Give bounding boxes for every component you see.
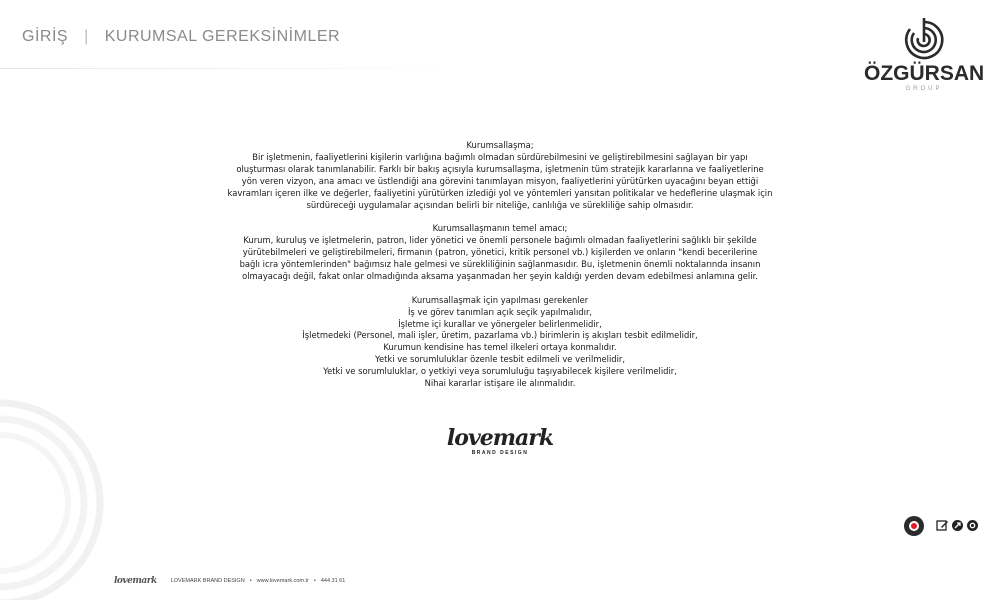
page-header [22,28,340,46]
lovemark-logo-subtitle: BRAND DESIGN [471,450,529,456]
edit-tool-icon[interactable] [936,519,949,532]
text-line: Kurumun kendisine has temel ilkeleri ortaya konmalıdır. [383,342,617,353]
link-tool-icon[interactable] [951,519,964,532]
text-line: Bir işletmenin, faaliyetlerini kişilerin varlığına bağımlı olmadan sürdürebilmesini ve geliştirebilmesini sağlayan bir yapı [252,151,748,162]
header-separator: | [84,28,89,45]
settings-tool-icon[interactable] [966,519,979,532]
text-line: Kurum, kuruluş ve işletmelerin, patron, lider yönetici ve önemli personele bağımlı olmadan faaliyetlerini sağlıklı bir şekilde [243,235,757,246]
text-line: Yetki ve sorumluluklar, o yetkiyi veya sorumluluğu taşıyabilecek kişilere verilmelidir, [323,366,677,377]
footer-website[interactable]: www.lovemark.com.tr [256,578,309,584]
text-line: İş ve görev tanımları açık seçik yapılmalıdır, [407,306,593,317]
decorative-circles [0,395,110,600]
footer-bullet: • [313,578,316,584]
text-line: yürütebilmeleri ve geliştirebilmeleri, firmanın (patron, yönetici, kritik personel vb.) kişilerden ve onların "kendi becerilerine [242,247,758,258]
lovemark-logo [440,425,560,456]
footer-company: LOVEMARK BRAND DESIGN [170,578,245,584]
text-line: kavramları içeren ilke ve değerler, faaliyetini yürütürken izlediği yol ve yöntemleri yansıtan politikalar ve hedeflerine ulaşmak için [227,187,773,198]
page-title: KURUMSAL GEREKSİNİMLER [104,28,341,45]
text-line: oluşturması olarak tanımlanabilir. Farklı bir bakış açısıyla kurumsallaşma, işletmenin tüm stratejik kararlarına ve faaliyetlerine [236,163,764,174]
text-line: olmayacağı değil, fakat onlar olmadığında aksama yaşanmadan her şeyin kaldığı yerden devam edebilmesi anlamına gelir. [242,270,758,281]
brand-subtitle: GROUP [905,86,943,92]
brand-name: ÖZGÜRSAN [864,62,985,85]
text-line: sürdüreceği uygulamalar açısından belirli bir niteliğe, canlılığa ve sürekliliğe sahip olmasıdır. [306,199,694,210]
text-line: Kurumsallaşmanın temel amacı; [432,223,568,234]
text-line: bağlı icra yöntemlerinden" bağımsız hale gelmesi ve sürekliliğinin sağlanmasıdır. Bu, işletmenin önemli noktalarında insanın [239,259,761,270]
section-label: GİRİŞ [22,28,69,45]
main-content [190,140,810,402]
page-footer [114,576,350,586]
text-line: Yetki ve sorumluluklar özenle tesbit edilmeli ve verilmelidir, [374,354,626,365]
ozgursan-logo-icon [900,16,948,64]
header-divider [0,68,470,69]
text-line: Kurumsallaşma; [466,140,534,150]
text-line: İşletme içi kurallar ve yönergeler belirlenmelidir, [398,318,602,329]
lovemark-logo-text: lovemark [446,425,554,451]
paragraph-gerekenler [190,295,810,390]
paragraph-temel-amac [190,223,810,283]
text-line: Kurumsallaşmak için yapılması gerekenler [411,294,589,305]
paragraph-kurumsallasma [190,140,810,211]
footer-bullet: • [249,578,252,584]
text-line: yön veren vizyon, ana amacı ve üstlendiği ana görevini tanımlayan misyon, faaliyetlerini yürütürken uyacağını beyan ettiği [241,175,759,186]
footer-logo: lovemark [114,576,157,586]
footer-phone: 444 31 61 [320,578,346,584]
text-line: İşletmedeki (Personel, mali işler, üretim, pazarlama vb.) birimlerin iş akışları tesbit edilmelidir, [302,330,698,341]
tool-icons [936,519,979,532]
record-icon[interactable] [904,516,924,536]
text-line: Nihai kararlar istişare ile alınmalıdır. [424,378,576,389]
ozgursan-brand [864,12,984,96]
record-icon-center [909,521,919,531]
